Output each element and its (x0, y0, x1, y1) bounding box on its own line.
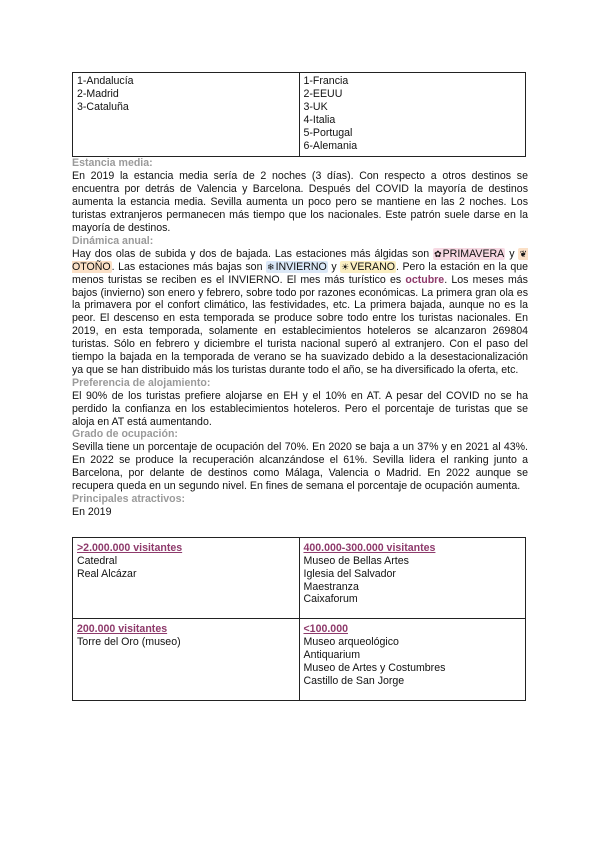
estancia-heading: Estancia media: (72, 157, 153, 170)
list-item: 1-Andalucía (77, 75, 134, 87)
cell-title: <100.000 (303, 623, 348, 636)
text-run: . Los meses más bajos (invierno) son enero y febrero, sobre todo por razones económicas. La primera gran ola es la primavera por el confort climático, las festividades, etc. La primera bajada, aunque no es la peor. El descenso en esta temporada se produce sobre todo entre los turistas nacionales. En 2019, en esta temporada, solamente en establecimientos hoteleros se alcanzaron 269804 turistas. Sólo en febrero y diciembre el turista nacional superó al extranjero. Con el paso del tiempo la bajada en la temporada de verano se ha suavizado debido a la desestacionalización ya que se han distribuido más los turistas durante todo el año, se ha diversificado la oferta, etc. (72, 273, 528, 376)
list-item: Castillo de San Jorge (303, 674, 405, 687)
preferencia-heading: Preferencia de alojamiento: (72, 376, 211, 389)
grado-paragraph: Sevilla tiene un porcentaje de ocupación del 70%. En 2020 se baja a un 37% y en 2021 al 43%. En 2022 se produce la recuperación alcanzándose el 61%. Sevilla lidera el ranking junto a Barcelona, por delante de destinos como Málaga, Valencia o Madrid. En 2022 aunque se recupera queda en un segundo nivel. En fines de semana el porcentaje de ocupación aumenta. (72, 441, 528, 493)
atractivos-heading: Principales atractivos: (72, 493, 186, 505)
grado-heading: Grado de ocupación: (72, 428, 178, 441)
cell-title: 400.000-300.000 visitantes (303, 541, 436, 554)
chip-label: VERANO (350, 260, 395, 273)
snowflake-icon: ❄ (267, 261, 275, 272)
dinamica-heading: Dinámica anual: (72, 234, 154, 247)
list-item: 5-Portugal (303, 126, 353, 139)
list-item: Caixaforum (303, 593, 358, 606)
octubre-highlight: octubre (405, 273, 445, 286)
list-item: Real Alcázar (77, 567, 137, 580)
list-item: 3-UK (303, 100, 328, 113)
attractions-cell (73, 619, 300, 701)
attractions-cell (299, 537, 526, 619)
cell-title: >2.000.000 visitantes (77, 541, 183, 554)
dinamica-paragraph (72, 248, 528, 377)
text-run: y (327, 260, 341, 273)
invierno-chip (266, 261, 328, 273)
list-item: 6-Alemania (303, 139, 358, 152)
national-ranking-cell (73, 73, 300, 157)
list-item: Catedral (77, 554, 118, 567)
list-item: Antiquarium (303, 649, 361, 662)
list-item: Torre del Oro (museo) (77, 636, 181, 649)
text-run: Hay dos olas de subida y dos de bajada. Las estaciones más álgidas son (72, 247, 434, 260)
chip-label: INVIERNO (275, 260, 327, 273)
list-item: 2-Madrid (77, 87, 119, 100)
list-item: Museo arqueológico (303, 636, 399, 649)
primavera-chip (433, 248, 505, 260)
list-item: 2-EEUU (303, 87, 343, 100)
ranking-table (72, 72, 526, 157)
atractivos-year: En 2019 (72, 505, 112, 518)
cell-title: 200.000 visitantes (77, 623, 168, 636)
list-item: 3-Cataluña (77, 100, 129, 113)
list-item: 4-Italia (303, 113, 336, 126)
text-run: . Las estaciones más bajas son (111, 260, 267, 273)
attractions-cell (73, 537, 300, 619)
chip-label: PRIMAVERA (442, 247, 505, 260)
international-ranking-cell (299, 73, 526, 157)
text-run: . Pero la estación en la que menos turistas se reciben es el INVIERNO. El mes más turístico es (72, 260, 528, 286)
verano-chip (340, 261, 396, 273)
text-run: y (505, 247, 519, 260)
spacer (72, 519, 528, 537)
list-item: Iglesia del Salvador (303, 567, 396, 580)
document-page (72, 72, 528, 701)
sun-icon: ☀ (341, 261, 350, 272)
chip-label: OTOÑO (72, 260, 111, 273)
list-item: Museo de Artes y Costumbres (303, 662, 446, 675)
estancia-paragraph: En 2019 la estancia media sería de 2 noches (3 días). Con respecto a otros destinos se encuentra por detrás de Valencia y Barcelona. Después del COVID la mayoría de destinos aumenta la estancia media. Sevilla aumenta un poco pero se mantiene en las 2 noches. Los turistas extranjeros permanecen más tiempo que los nacionales. Este patrón suele darse en la mayoría de destinos. (72, 170, 528, 234)
list-item: Maestranza (303, 580, 359, 593)
attractions-cell (299, 619, 526, 701)
preferencia-paragraph: El 90% de los turistas prefiere alojarse en EH y el 10% en AT. A pesar del COVID no se ha perdido la confianza en los establecimientos hoteleros. Pero el porcentaje de turistas que se aloja en AT está aumentando. (72, 389, 528, 428)
list-item: Museo de Bellas Artes (303, 554, 409, 567)
flower-icon: ✿ (434, 248, 442, 259)
attractions-table (72, 537, 526, 701)
leaf-icon: ❦ (519, 248, 527, 259)
list-item: 1-Francia (303, 75, 349, 87)
